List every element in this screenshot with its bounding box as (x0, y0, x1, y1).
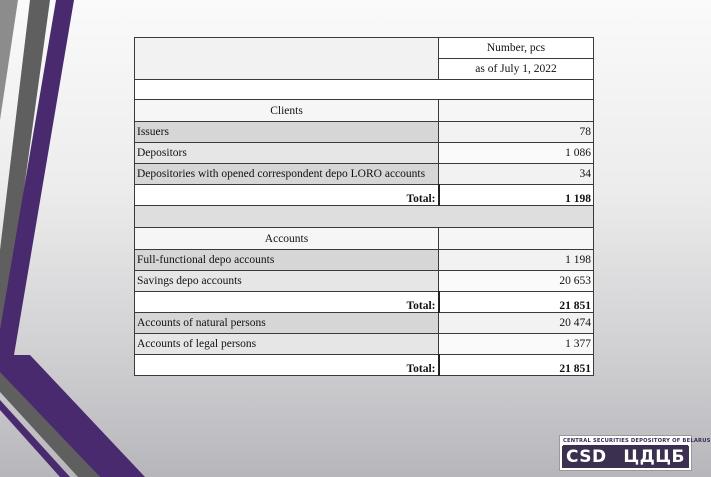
row-value: 20 653 (439, 271, 594, 292)
total-value: 21 851 (439, 355, 594, 376)
table-row (135, 164, 594, 185)
total-label: Total: (135, 292, 439, 313)
row-label: Accounts of legal persons (135, 334, 439, 355)
stripe-gray-diagonal (0, 372, 100, 477)
total-label: Total: (135, 185, 439, 206)
table-row (135, 271, 594, 292)
stripe-purple-vertical (0, 0, 74, 360)
total-row-accounts-holder (135, 355, 594, 376)
row-label: Accounts of natural persons (135, 313, 439, 334)
logo-text-cyrillic: ЦДЦБ (623, 446, 685, 467)
section-title-accounts: Accounts (135, 228, 439, 250)
csd-logo (559, 435, 711, 471)
table-row (135, 250, 594, 271)
logo-text-latin: CSD (566, 446, 607, 467)
table-row (135, 122, 594, 143)
total-value: 1 198 (439, 185, 594, 206)
row-label: Depositories with opened correspondent depo LORO accounts (135, 164, 439, 185)
total-value: 21 851 (439, 292, 594, 313)
section-title-clients: Clients (135, 100, 439, 122)
stripe-gray-light (0, 0, 18, 120)
row-value: 1 377 (439, 334, 594, 355)
stripe-gray-dark (0, 0, 50, 340)
table-row (135, 334, 594, 355)
spacer-row (135, 206, 594, 228)
row-label: Savings depo accounts (135, 271, 439, 292)
total-label: Total: (135, 355, 439, 376)
row-value: 1 086 (439, 143, 594, 164)
stripe-purple-diagonal (0, 355, 145, 477)
total-row-accounts-type (135, 292, 594, 313)
stripe-purple-diagonal-thin (0, 400, 70, 477)
spacer-row (135, 80, 594, 100)
row-value: 78 (439, 122, 594, 143)
section-header-clients (135, 100, 594, 122)
total-row-clients (135, 185, 594, 206)
row-value: 1 198 (439, 250, 594, 271)
logo-caption: CENTRAL SECURITIES DEPOSITORY OF BELARUS (563, 438, 711, 444)
header-row-number (135, 38, 594, 59)
row-label: Depositors (135, 143, 439, 164)
section-header-accounts (135, 228, 594, 250)
column-header-date: as of July 1, 2022 (439, 59, 594, 80)
row-label: Full-functional depo accounts (135, 250, 439, 271)
header-blank-cell (135, 38, 439, 80)
logo-wordmark (562, 446, 689, 468)
column-header-number: Number, pcs (439, 38, 594, 59)
row-value: 34 (439, 164, 594, 185)
row-label: Issuers (135, 122, 439, 143)
statistics-table (134, 37, 594, 376)
row-value: 20 474 (439, 313, 594, 334)
table-row (135, 143, 594, 164)
table-row (135, 313, 594, 334)
